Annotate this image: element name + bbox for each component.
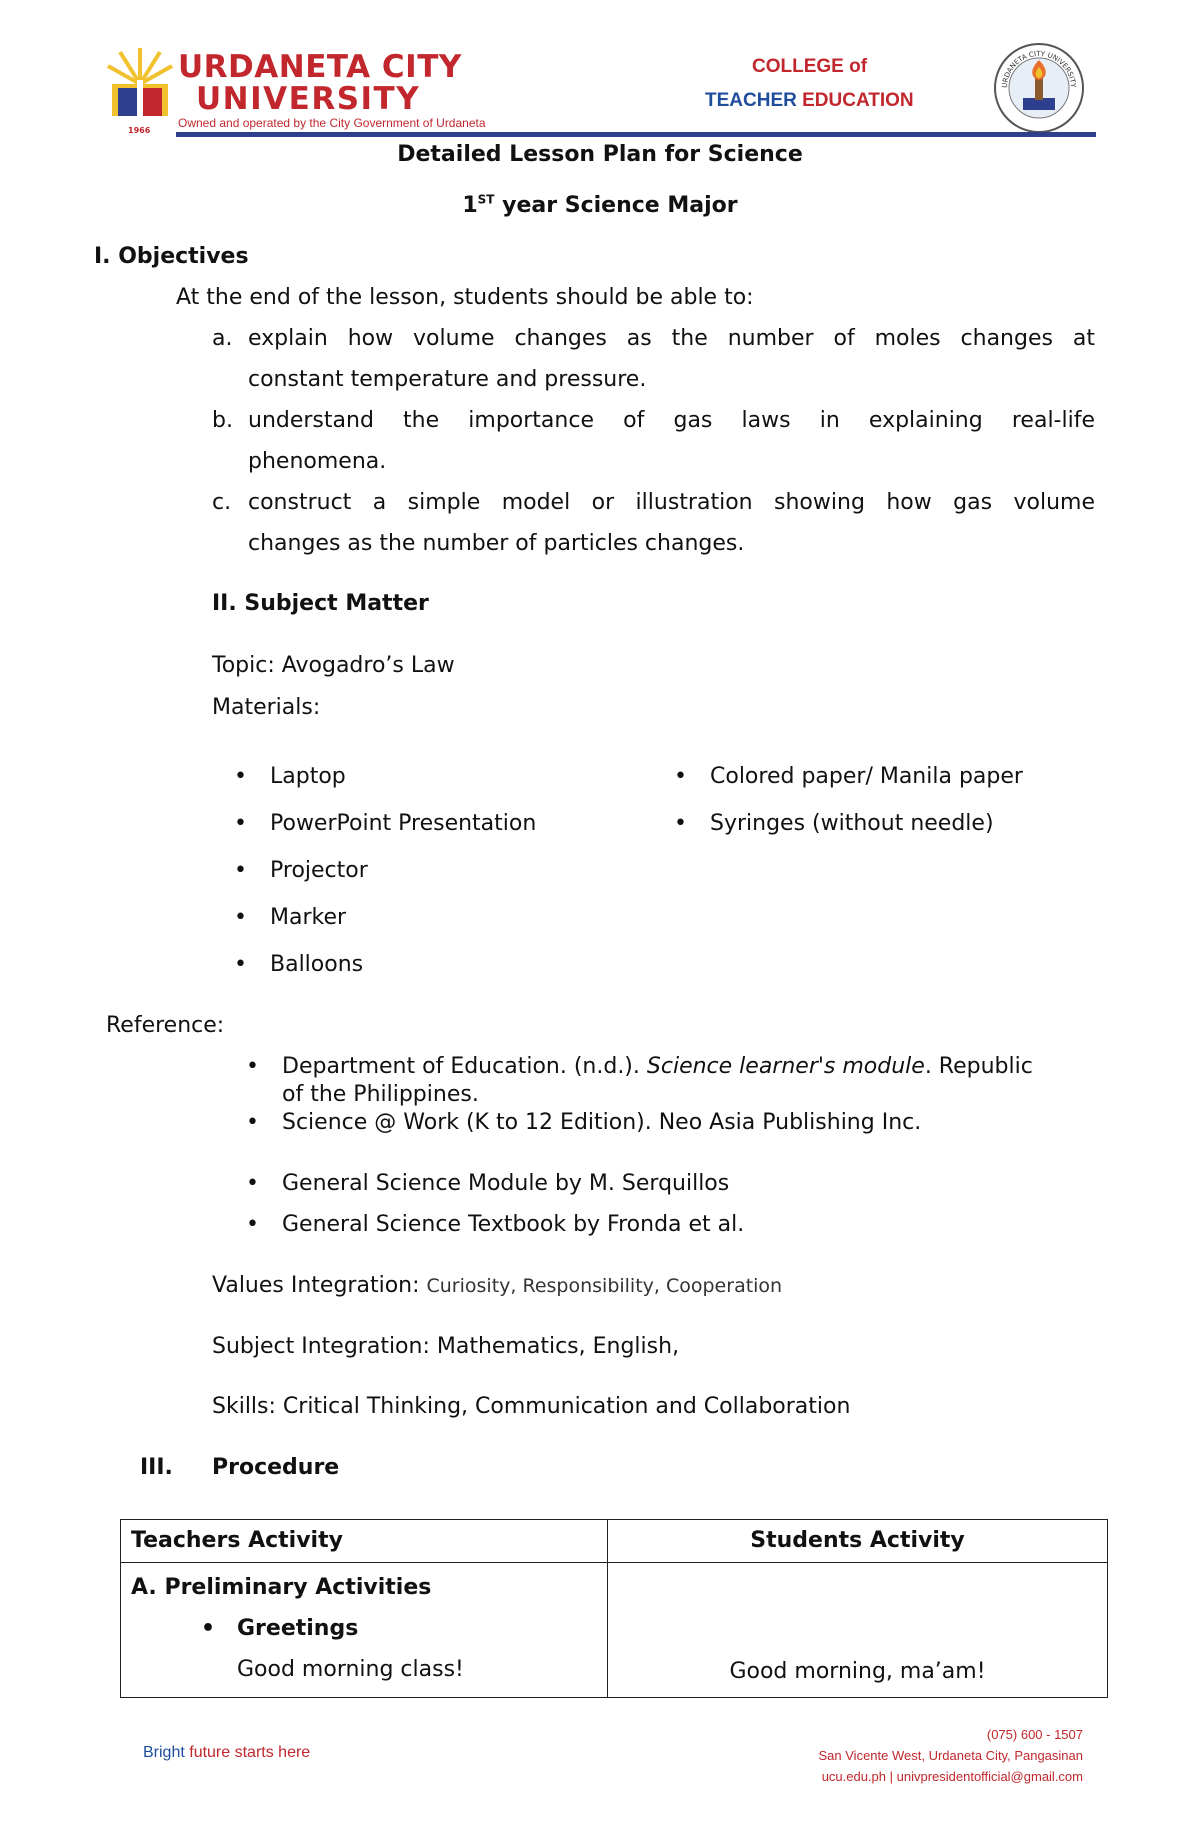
objectives-intro: At the end of the lesson, students should be able to: (176, 285, 754, 310)
tagline-rest: future starts here (184, 1744, 311, 1761)
procedure-table (120, 1519, 1108, 1698)
student-greeting-line: Good morning, ma’am! (729, 1659, 986, 1684)
material-item: • Marker (270, 905, 346, 931)
column-header-teachers: Teachers Activity (121, 1520, 608, 1563)
reference-item: • General Science Module by M. Serquillos (282, 1171, 729, 1197)
header-divider (176, 132, 1096, 137)
values-integration (212, 1273, 782, 1299)
section-a-heading: A. Preliminary Activities (131, 1575, 432, 1600)
material-item: • Laptop (270, 764, 346, 790)
owned-by-text: Owned and operated by the City Government of Urdaneta (178, 116, 486, 130)
tagline-bright: Bright (143, 1744, 185, 1761)
material-item: • Balloons (270, 952, 363, 978)
footer-web-email: ucu.edu.ph | univpresidentofficial@gmail.com (821, 1769, 1083, 1784)
values-list: Curiosity, Responsibility, Cooperation (426, 1275, 783, 1297)
subtitle-text: year Science Major (494, 193, 738, 218)
footer-tagline (143, 1744, 310, 1762)
table-row (121, 1563, 1108, 1698)
seal-text: URDANETA CITY UNIVERSITY (1000, 49, 1078, 89)
college-line2-teacher: TEACHER (705, 90, 797, 111)
objectives-heading: I. Objectives (94, 244, 249, 269)
footer-phone: (075) 600 - 1507 (986, 1727, 1083, 1742)
subtitle-number: 1 (462, 193, 478, 218)
subject-integration: Subject Integration: Mathematics, English, (212, 1334, 680, 1359)
page-subtitle (0, 193, 1200, 219)
material-item: • PowerPoint Presentation (270, 811, 536, 837)
procedure-heading: Procedure (212, 1455, 340, 1480)
material-item: • Colored paper/ Manila paper (710, 764, 1023, 790)
page-title: Detailed Lesson Plan for Science (397, 142, 803, 167)
teacher-greeting-line: Good morning class! (237, 1657, 464, 1682)
table-header-row (121, 1520, 1108, 1563)
college-line2 (705, 90, 914, 112)
objective-b-marker: b. (212, 408, 233, 433)
objective-b-line1: understand the importance of gas laws in explaining real-life (248, 408, 1095, 433)
greetings-label: • Greetings (237, 1616, 358, 1642)
reference-item1-line2: of the Philippines. (282, 1082, 479, 1107)
student-cell (608, 1563, 1108, 1698)
objective-a-marker: a. (212, 326, 233, 351)
material-item: • Syringes (without needle) (710, 811, 994, 837)
reference-item (282, 1054, 1033, 1080)
objective-c-marker: c. (212, 490, 232, 515)
reference-item1-pre: Department of Education. (n.d.). (282, 1054, 647, 1079)
reference-item1-italic: Science learner's module (646, 1054, 925, 1079)
university-name-line1: URDANETA CITY (178, 49, 462, 85)
materials-label: Materials: (212, 695, 321, 720)
college-line1: COLLEGE of (752, 56, 868, 77)
college-line2-education: EDUCATION (802, 90, 914, 111)
objective-a-line1: explain how volume changes as the number of moles changes at (248, 326, 1095, 351)
college-seal-icon (993, 42, 1085, 134)
subject-matter-heading: II. Subject Matter (212, 591, 429, 616)
reference-label: Reference: (106, 1013, 225, 1038)
objective-b-line2: phenomena. (248, 449, 387, 474)
objective-c-line2: changes as the number of particles changes. (248, 531, 745, 556)
greetings-item (237, 1616, 597, 1642)
teacher-cell (121, 1563, 608, 1698)
topic-text: Topic: Avogadro’s Law (212, 653, 455, 678)
university-logo-icon (104, 44, 176, 132)
university-name-line2: UNIVERSITY (196, 81, 421, 117)
skills-text: Skills: Critical Thinking, Communication and Collaboration (212, 1394, 851, 1419)
reference-item: • General Science Textbook by Fronda et al. (282, 1212, 744, 1238)
objective-a-line2: constant temperature and pressure. (248, 367, 647, 392)
founded-year: 1966 (128, 126, 151, 135)
values-label: Values Integration: (212, 1273, 427, 1298)
material-item: • Projector (270, 858, 368, 884)
reference-item1-post: . Republic (924, 1054, 1033, 1079)
subtitle-superscript: ST (477, 192, 495, 207)
column-header-students: Students Activity (608, 1520, 1108, 1563)
footer-address: San Vicente West, Urdaneta City, Pangasinan (818, 1748, 1083, 1763)
objective-c-line1: construct a simple model or illustration showing how gas volume (248, 490, 1095, 515)
reference-item: • Science @ Work (K to 12 Edition). Neo Asia Publishing Inc. (282, 1110, 921, 1136)
procedure-number: III. (140, 1455, 173, 1480)
